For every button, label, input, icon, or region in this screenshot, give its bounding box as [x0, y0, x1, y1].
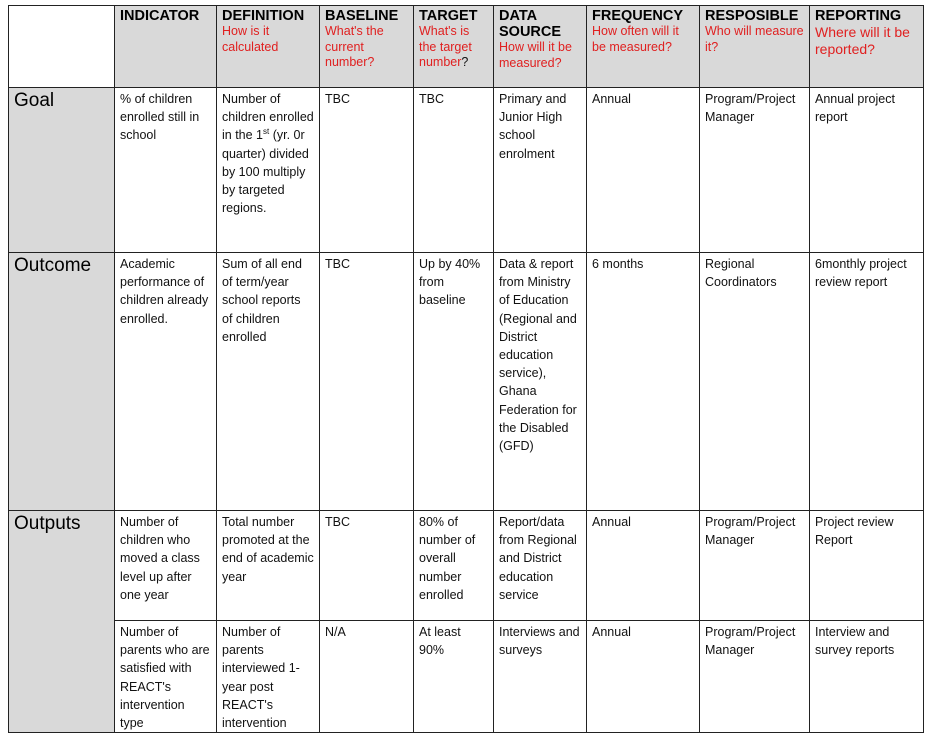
- cell-definition: Number of parents interviewed 1-year post REACT's intervention: [217, 621, 320, 733]
- header-baseline: [320, 6, 414, 88]
- cell-baseline: N/A: [320, 621, 414, 733]
- header-subtitle: How often will it be measured?: [592, 24, 679, 54]
- header-title: TARGET: [419, 8, 478, 24]
- cell-indicator: Number of children who moved a class level up after one year: [115, 511, 217, 621]
- cell-target: 80% of number of overall number enrolled: [414, 511, 494, 621]
- definition-text-rest: (yr. 0r quarter) divided by 100 multiply by targeted regions.: [222, 128, 309, 216]
- level-label-outputs: Outputs: [9, 511, 115, 733]
- cell-baseline: TBC: [320, 88, 414, 253]
- header-row: [9, 6, 924, 88]
- header-frequency: [587, 6, 700, 88]
- table-row-goal: [9, 88, 924, 253]
- definition-superscript: st: [263, 127, 270, 137]
- cell-responsible: Regional Coordinators: [700, 253, 810, 511]
- header-title: FREQUENCY: [592, 8, 684, 24]
- header-title: INDICATOR: [120, 8, 200, 24]
- cell-reporting: Annual project report: [810, 88, 924, 253]
- header-title: RESPOSIBLE: [705, 8, 799, 24]
- table-row-outcome: [9, 253, 924, 511]
- cell-definition: Total number promoted at the end of academic year: [217, 511, 320, 621]
- cell-definition: [217, 88, 320, 253]
- cell-reporting: 6monthly project review report: [810, 253, 924, 511]
- header-title: DATA SOURCE: [499, 8, 562, 40]
- cell-baseline: TBC: [320, 511, 414, 621]
- table-row-output-1: [9, 511, 924, 621]
- corner-cell: [9, 6, 115, 88]
- cell-reporting: Project review Report: [810, 511, 924, 621]
- cell-frequency: 6 months: [587, 253, 700, 511]
- definition-text: Number of children enrolled in the 1: [222, 92, 314, 143]
- level-label-outcome: Outcome: [9, 253, 115, 511]
- cell-frequency: Annual: [587, 621, 700, 733]
- table-row-output-2: [9, 621, 924, 733]
- cell-baseline: TBC: [320, 253, 414, 511]
- header-subtitle: What's is the target number: [419, 24, 472, 69]
- header-subtitle: What's the current number?: [325, 24, 384, 69]
- cell-target: Up by 40% from baseline: [414, 253, 494, 511]
- cell-frequency: Annual: [587, 511, 700, 621]
- cell-indicator: Academic performance of children already enrolled.: [115, 253, 217, 511]
- cell-frequency: Annual: [587, 88, 700, 253]
- cell-data-source: Report/data from Regional and District education service: [494, 511, 587, 621]
- header-responsible: [700, 6, 810, 88]
- header-target: [414, 6, 494, 88]
- header-subtitle: How is it calculated: [222, 24, 279, 54]
- cell-responsible: Program/Project Manager: [700, 511, 810, 621]
- cell-target: At least 90%: [414, 621, 494, 733]
- cell-responsible: Program/Project Manager: [700, 88, 810, 253]
- cell-responsible: Program/Project Manager: [700, 621, 810, 733]
- header-subtitle-wrap: [419, 24, 488, 71]
- level-label-goal: Goal: [9, 88, 115, 253]
- header-subtitle: How will it be measured?: [499, 40, 572, 70]
- cell-data-source: Interviews and surveys: [494, 621, 587, 733]
- header-indicator: [115, 6, 217, 88]
- cell-target: TBC: [414, 88, 494, 253]
- monitoring-framework-table: [8, 5, 924, 733]
- header-subtitle: Who will measure it?: [705, 24, 804, 54]
- header-definition: [217, 6, 320, 88]
- cell-data-source: Data & report from Ministry of Education (Regional and District education service), Ghana Federation for the Disabled (GFD): [494, 253, 587, 511]
- cell-definition: Sum of all end of term/year school reports of children enrolled: [217, 253, 320, 511]
- header-data-source: [494, 6, 587, 88]
- cell-indicator: % of children enrolled still in school: [115, 88, 217, 253]
- header-subtitle: Where will it be reported?: [815, 24, 910, 57]
- header-title: REPORTING: [815, 8, 902, 24]
- cell-data-source: Primary and Junior High school enrolment: [494, 88, 587, 253]
- cell-reporting: Interview and survey reports: [810, 621, 924, 733]
- header-reporting: [810, 6, 924, 88]
- cell-indicator: Number of parents who are satisfied with REACT's intervention type: [115, 621, 217, 733]
- header-title: BASELINE: [325, 8, 399, 24]
- header-subtitle-suffix: ?: [461, 55, 469, 69]
- header-title: DEFINITION: [222, 8, 305, 24]
